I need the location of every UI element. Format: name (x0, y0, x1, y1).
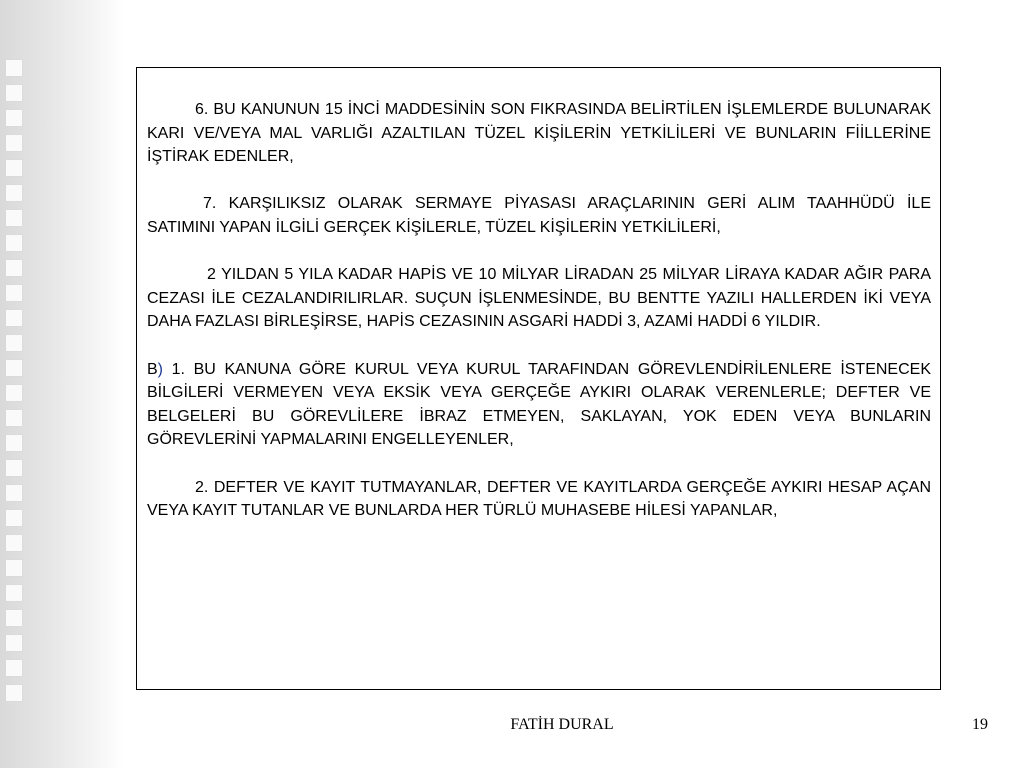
decorative-square (6, 60, 22, 76)
section-b-paren: ) (157, 360, 163, 378)
slide-text-box (136, 67, 941, 690)
decorative-square (6, 160, 22, 176)
decorative-square (6, 310, 22, 326)
decorative-square (6, 110, 22, 126)
left-decorative-band (0, 0, 124, 768)
decorative-square (6, 285, 22, 301)
decorative-square (6, 235, 22, 251)
section-b-marker: B (147, 360, 158, 378)
decorative-square (6, 610, 22, 626)
decorative-square (6, 535, 22, 551)
decorative-square (6, 485, 22, 501)
decorative-square (6, 435, 22, 451)
decorative-square (6, 560, 22, 576)
decorative-square (6, 410, 22, 426)
paragraph-penalty: 2 YILDAN 5 YILA KADAR HAPİS VE 10 MİLYAR LİRADAN 25 MİLYAR LİRAYA KADAR AĞIR PARA CEZASI İLE CEZALANDIRILIRLAR. SUÇUN İŞLENMESİNDE, BU BENTTE YAZILI HALLERDEN İKİ VEYA DAHA FAZLASI BİRLEŞİRSE, HAPİS CEZASININ ASGARİ HADDİ 3, AZAMİ HADDİ 6 YILDIR. (147, 266, 931, 331)
decorative-square (6, 660, 22, 676)
decorative-square (6, 210, 22, 226)
decorative-square (6, 510, 22, 526)
decorative-square (6, 360, 22, 376)
decorative-squares (6, 60, 26, 710)
decorative-square (6, 185, 22, 201)
decorative-square (6, 385, 22, 401)
decorative-square (6, 135, 22, 151)
decorative-square (6, 460, 22, 476)
paragraph-section-b (147, 358, 931, 452)
decorative-square (6, 260, 22, 276)
paragraph-item-7: 7. KARŞILIKSIZ OLARAK SERMAYE PİYASASI ARAÇLARININ GERİ ALIM TAAHHÜDÜ İLE SATIMINI YAPAN İLGİLİ GERÇEK KİŞİLERLE, TÜZEL KİŞİLERİN YETKİLİLERİ, (147, 195, 931, 236)
footer-author: FATİH DURAL (510, 716, 614, 733)
section-b-text: 1. BU KANUNA GÖRE KURUL VEYA KURUL TARAFINDAN GÖREVLENDİRİLENLERE İSTENECEK BİLGİLERİ VERMEYEN VEYA EKSİK VEYA GERÇEĞE AYKIRI OLARAK VERENLERLE; DEFTER VE BELGELERİ BU GÖREVLİLERE İBRAZ ETMEYEN, SAKLAYAN, YOK EDEN VEYA BUNLARIN GÖREVLERİNİ YAPMALARINI ENGELLEYENLER, (147, 360, 931, 449)
decorative-square (6, 335, 22, 351)
decorative-square (6, 635, 22, 651)
decorative-square (6, 585, 22, 601)
paragraph-item-6: 6. BU KANUNUN 15 İNCİ MADDESİNİN SON FIKRASINDA BELİRTİLEN İŞLEMLERDE BULUNARAK KARI VE/VEYA MAL VARLIĞI AZALTILAN TÜZEL KİŞİLERİN YETKİLİLERİ VE BUNLARIN FİİLLERİNE İŞTİRAK EDENLER, (147, 101, 931, 166)
decorative-square (6, 685, 22, 701)
footer-page-number: 19 (972, 716, 988, 733)
paragraph-item-2: 2. DEFTER VE KAYIT TUTMAYANLAR, DEFTER VE KAYITLARDA GERÇEĞE AYKIRI HESAP AÇAN VEYA KAYIT TUTANLAR VE BUNLARDA HER TÜRLÜ MUHASEBE HİLESİ YAPANLAR, (147, 478, 931, 520)
decorative-square (6, 85, 22, 101)
